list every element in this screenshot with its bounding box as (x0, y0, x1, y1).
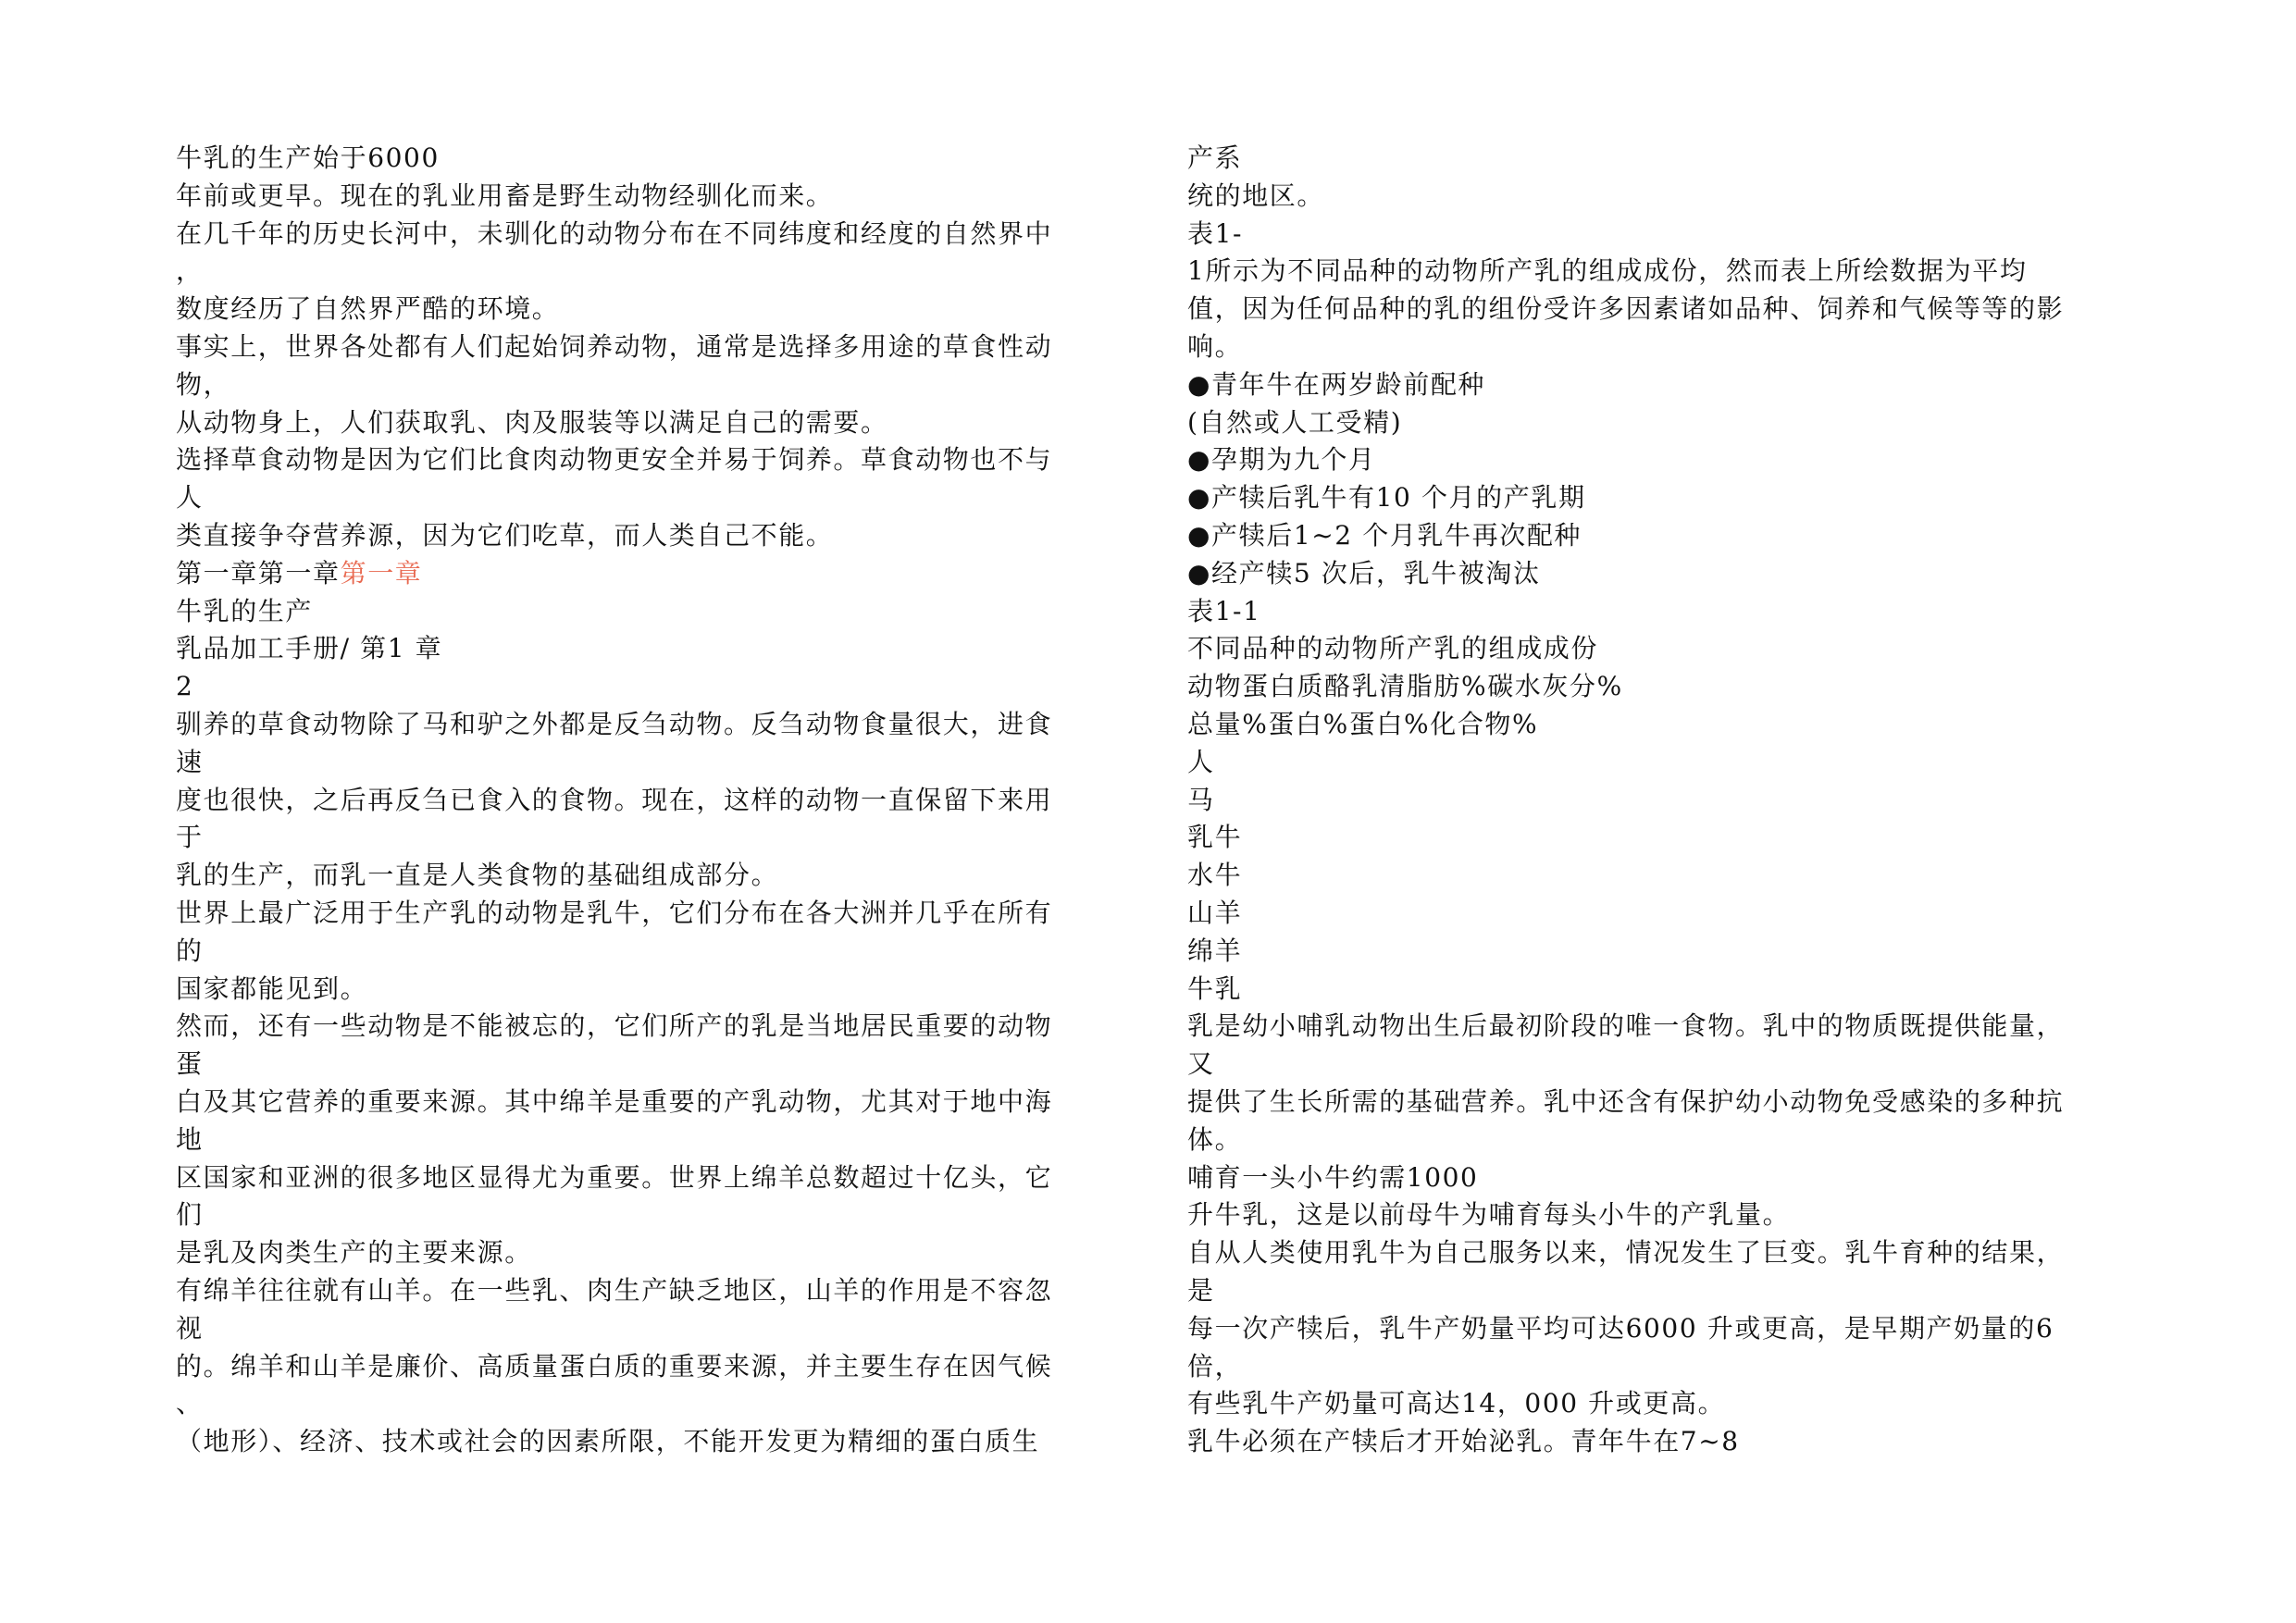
left-text-column (176, 140, 1120, 1461)
text-line: 水牛 (1187, 860, 1243, 891)
text-line: 驯养的草食动物除了马和驴之外都是反刍动物。反刍动物食量很大，进食 (176, 708, 1053, 739)
text-line: 不同品种的动物所产乳的组成成份 (1187, 633, 1599, 664)
text-line: 有些乳牛产奶量可高达14，000 升或更高。 (1187, 1388, 1726, 1419)
text-line: 乳的生产，而乳一直是人类食物的基础组成部分。 (176, 860, 779, 891)
text-line: 物， (176, 368, 231, 400)
text-line: 马 (1187, 784, 1215, 815)
text-line: 选择草食动物是因为它们比食肉动物更安全并易于饲养。草食动物也不与 (176, 444, 1053, 476)
text-line: 、 (176, 1388, 204, 1419)
text-line: 度也很快，之后再反刍已食入的食物。现在，这样的动物一直保留下来用 (176, 784, 1053, 815)
text-line: 动物蛋白质酪乳清脂肪%碳水灰分% (1187, 671, 1623, 702)
text-line: 总量%蛋白%蛋白%化合物% (1187, 708, 1539, 739)
text-line: 是乳及肉类生产的主要来源。 (176, 1237, 532, 1269)
text-line: 从动物身上，人们获取乳、肉及服装等以满足自己的需要。 (176, 406, 888, 438)
text-line: 乳品加工手册/ 第1 章 (176, 633, 443, 664)
text-line: 有绵羊往往就有山羊。在一些乳、肉生产缺乏地区，山羊的作用是不容忽 (176, 1274, 1053, 1306)
text-line: ， (176, 255, 204, 287)
text-line: 牛乳的生产始于6000 (176, 142, 440, 173)
text-line: ●产犊后乳牛有10 个月的产乳期 (1187, 482, 1586, 514)
text-line: （地形）、经济、技术或社会的因素所限，不能开发更为精细的蛋白质生 (176, 1426, 1040, 1457)
text-line: 白及其它营养的重要来源。其中绵羊是重要的产乳动物，尤其对于地中海 (176, 1085, 1053, 1117)
text-line: 牛乳的生产 (176, 595, 314, 626)
text-line: 倍， (1187, 1350, 1243, 1381)
text-line: 的。绵羊和山羊是廉价、高质量蛋白质的重要来源，并主要生存在因气候 (176, 1350, 1053, 1381)
text-line: 于 (176, 822, 204, 853)
chapter-heading-text: 第一章第一章 (176, 557, 341, 588)
text-line: 统的地区。 (1187, 180, 1325, 211)
text-line: 表1-1 (1187, 595, 1261, 626)
text-line: 每一次产犊后，乳牛产奶量平均可达6000 升或更高，是早期产奶量的6 (1187, 1312, 2054, 1344)
text-line: 乳是幼小哺乳动物出生后最初阶段的唯一食物。乳中的物质既提供能量， (1187, 1010, 2065, 1042)
text-line: 事实上，世界各处都有人们起始饲养动物，通常是选择多用途的草食性动 (176, 330, 1053, 362)
text-line: 年前或更早。现在的乳业用畜是野生动物经驯化而来。 (176, 180, 834, 211)
text-line: ●产犊后1~2 个月乳牛再次配种 (1187, 519, 1582, 551)
text-line: 乳牛 (1187, 822, 1243, 853)
text-line: 们 (176, 1199, 204, 1231)
text-line: 提供了生长所需的基础营养。乳中还含有保护幼小动物免受感染的多种抗 (1187, 1085, 2065, 1117)
text-line: 蛋 (176, 1048, 204, 1080)
text-line: 升牛乳，这是以前母牛为哺育每头小牛的产乳量。 (1187, 1199, 1791, 1231)
text-line: 2 (176, 671, 194, 702)
text-line: 类直接争夺营养源，因为它们吃草，而人类自己不能。 (176, 519, 834, 551)
text-line: 人 (1187, 746, 1215, 777)
text-line: 产系 (1187, 142, 1243, 173)
chapter-heading (176, 555, 1120, 593)
text-line: 地 (176, 1123, 204, 1155)
text-line: 人 (176, 482, 204, 514)
text-line: 国家都能见到。 (176, 973, 368, 1004)
text-line: 乳牛必须在产犊后才开始泌乳。青年牛在7~8 (1187, 1426, 1740, 1457)
text-line: 世界上最广泛用于生产乳的动物是乳牛，它们分布在各大洲并几乎在所有 (176, 897, 1053, 928)
text-line: 速 (176, 746, 204, 777)
text-line: ●经产犊5 次后，乳牛被淘汰 (1187, 557, 1541, 588)
text-line: 自从人类使用乳牛为自己服务以来，情况发生了巨变。乳牛育种的结果， (1187, 1237, 2065, 1269)
text-line: ●孕期为九个月 (1187, 444, 1376, 476)
text-line: 区国家和亚洲的很多地区显得尤为重要。世界上绵羊总数超过十亿头，它 (176, 1161, 1053, 1193)
text-line: 是 (1187, 1274, 1215, 1306)
text-line: 在几千年的历史长河中，未驯化的动物分布在不同纬度和经度的自然界中 (176, 217, 1053, 249)
text-line: ●青年牛在两岁龄前配种 (1187, 368, 1486, 400)
text-line: 的 (176, 935, 204, 966)
chapter-heading-highlight: 第一章 (340, 557, 423, 588)
text-line: 山羊 (1187, 897, 1243, 928)
text-line: 然而，还有一些动物是不能被忘的，它们所产的乳是当地居民重要的动物 (176, 1010, 1053, 1042)
text-line: (自然或人工受精) (1187, 406, 1403, 438)
text-line: 绵羊 (1187, 935, 1243, 966)
text-line: 响。 (1187, 330, 1243, 362)
text-line: 牛乳 (1187, 973, 1243, 1004)
text-line: 值，因为任何品种的乳的组份受许多因素诸如品种、饲养和气候等等的影 (1187, 293, 2065, 325)
text-line: 视 (176, 1312, 204, 1344)
text-line: 数度经历了自然界严酷的环境。 (176, 293, 560, 325)
text-line: 1所示为不同品种的动物所产乳的组成成份，然而表上所绘数据为平均 (1187, 255, 2028, 287)
text-line: 表1- (1187, 217, 1244, 249)
text-line: 体。 (1187, 1123, 1243, 1155)
text-line: 又 (1187, 1048, 1215, 1080)
text-line: 哺育一头小牛约需1000 (1187, 1161, 1479, 1193)
right-text-column (1187, 140, 2168, 1461)
